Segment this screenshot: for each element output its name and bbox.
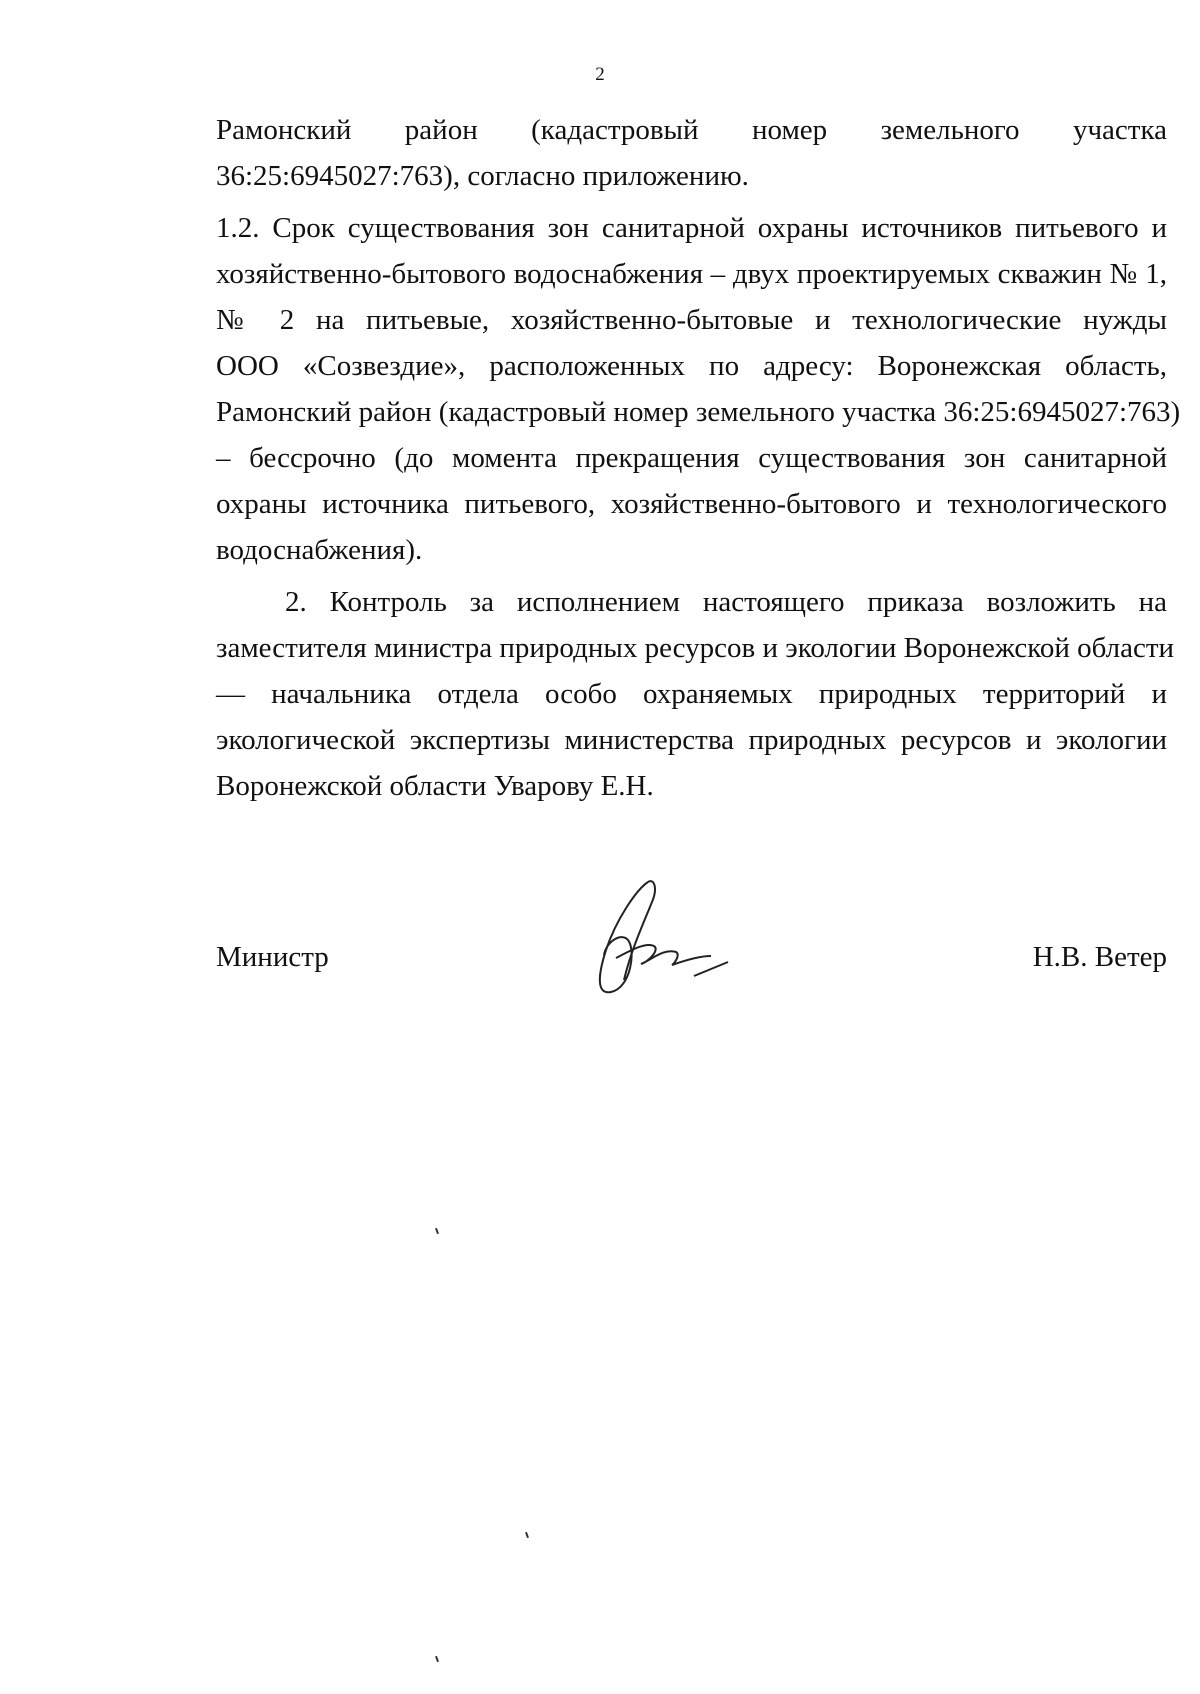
text-line: заместителя министра природных ресурсов и экологии Воронежской области xyxy=(216,632,1175,664)
text-line: Рамонский район (кадастровый номер земельного участка xyxy=(216,114,1167,146)
text-line: 36:25:6945027:763), согласно приложению. xyxy=(216,160,749,192)
text-line: 2. Контроль за исполнением настоящего приказа возложить на xyxy=(285,586,1167,618)
text-line: хозяйственно-бытового водоснабжения – двух проектируемых скважин № 1, xyxy=(216,258,1167,290)
text-line: ООО «Созвездие», расположенных по адресу: Воронежская область, xyxy=(216,350,1167,382)
text-line: экологической экспертизы министерства природных ресурсов и экологии xyxy=(216,724,1167,756)
text-line: – бессрочно (до момента прекращения существования зон санитарной xyxy=(216,442,1167,474)
text-line: Рамонский район (кадастровый номер земельного участка 36:25:6945027:763) xyxy=(216,396,1181,428)
page-number: 2 xyxy=(595,64,605,85)
text-line: Воронежской области Уварову Е.Н. xyxy=(216,770,654,802)
signatory-name: Н.В. Ветер xyxy=(1032,941,1167,973)
text-line: № 2 на питьевые, хозяйственно-бытовые и технологические нужды xyxy=(216,304,1167,336)
scan-speck xyxy=(435,1228,439,1234)
text-line: водоснабжения). xyxy=(216,534,423,566)
text-line: охраны источника питьевого, хозяйственно-бытового и технологического xyxy=(216,488,1167,520)
signatory-title: Министр xyxy=(216,941,329,973)
text-line: 1.2. Срок существования зон санитарной охраны источников питьевого и xyxy=(216,212,1167,244)
text-line: — начальника отдела особо охраняемых природных территорий и xyxy=(216,678,1167,710)
scan-speck xyxy=(435,1656,439,1662)
scan-speck xyxy=(525,1532,529,1538)
signature-block xyxy=(216,940,1167,1000)
handwritten-signature xyxy=(576,880,736,1000)
